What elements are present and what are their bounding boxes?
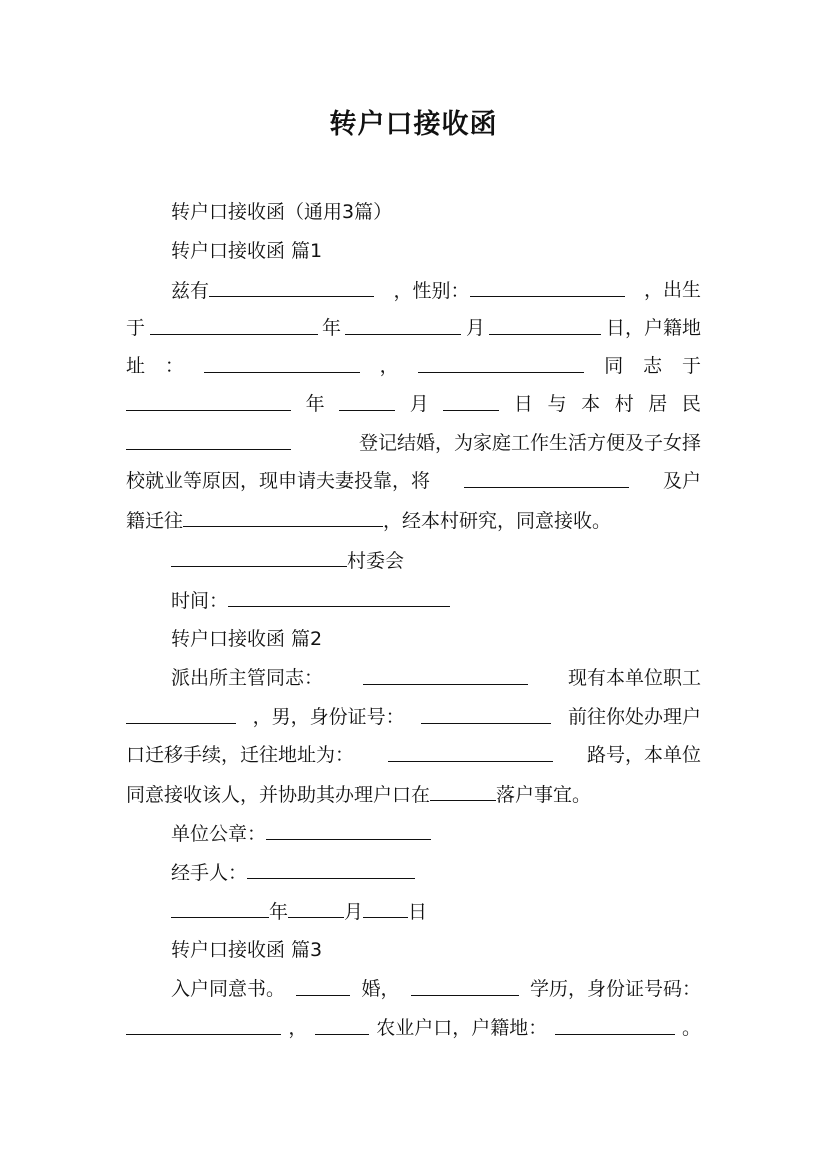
text: 居 bbox=[648, 393, 668, 415]
blank-field bbox=[183, 506, 383, 527]
paragraph-line bbox=[126, 467, 701, 495]
text: 同意接收该人，并协助其办理户口在 bbox=[126, 784, 431, 806]
text: ， bbox=[288, 1017, 308, 1039]
text: 转户口接收函 篇1 bbox=[171, 240, 323, 262]
paragraph-line bbox=[126, 703, 701, 731]
blank-field bbox=[339, 390, 395, 411]
paragraph-line bbox=[171, 975, 701, 1003]
section-heading-1 bbox=[171, 237, 701, 265]
text: ，出生 bbox=[643, 279, 701, 301]
text: 籍迁往 bbox=[126, 510, 184, 532]
text: 日 bbox=[513, 393, 533, 415]
blank-field bbox=[421, 703, 551, 724]
blank-field bbox=[555, 1014, 675, 1035]
text: 及户 bbox=[662, 470, 701, 492]
text: 村委会 bbox=[347, 550, 405, 572]
blank-field bbox=[126, 390, 291, 411]
blank-field bbox=[345, 314, 461, 335]
text: 同 bbox=[604, 355, 624, 377]
text: 单位公章： bbox=[171, 823, 267, 845]
text: 于 bbox=[126, 317, 146, 339]
blank-field bbox=[209, 276, 374, 297]
text: ，男，身份证号： bbox=[252, 706, 405, 728]
text: 兹有 bbox=[171, 280, 210, 302]
text: 路号，本单位 bbox=[586, 744, 701, 766]
date-line bbox=[171, 897, 701, 926]
text: ，经本村研究，同意接收。 bbox=[383, 510, 612, 532]
stamp-line bbox=[171, 819, 701, 848]
text: 于 bbox=[681, 355, 701, 377]
handler-line bbox=[171, 858, 701, 887]
text: 时间： bbox=[171, 590, 229, 612]
text: 前往你处办理户 bbox=[567, 706, 701, 728]
subtitle-line bbox=[171, 198, 701, 226]
text: ，性别： bbox=[393, 280, 470, 302]
blank-field bbox=[126, 429, 291, 450]
blank-field bbox=[247, 858, 415, 879]
document-title: 转户口接收函 bbox=[329, 109, 498, 140]
text: 派出所主管同志： bbox=[171, 667, 324, 689]
blank-field bbox=[388, 741, 553, 762]
paragraph-line bbox=[126, 741, 701, 769]
paragraph-line bbox=[126, 780, 701, 809]
blank-field bbox=[266, 819, 431, 840]
text: 年 bbox=[321, 317, 341, 339]
text: 转户口接收函（通用3篇） bbox=[171, 201, 393, 223]
section-heading-2 bbox=[171, 625, 701, 653]
blank-field bbox=[296, 975, 350, 996]
paragraph-line bbox=[126, 390, 701, 418]
text: 农业户口，户籍地： bbox=[376, 1017, 548, 1039]
blank-field bbox=[171, 897, 269, 918]
text: ， bbox=[379, 355, 399, 377]
text: 口迁移手续，迁往地址为： bbox=[126, 744, 355, 766]
text: 年 bbox=[305, 393, 325, 415]
text: 村 bbox=[614, 393, 634, 415]
blank-field bbox=[228, 586, 450, 607]
blank-field bbox=[363, 664, 528, 685]
text: 年 bbox=[269, 901, 289, 923]
text: 本 bbox=[581, 393, 601, 415]
text: 日，户籍地 bbox=[605, 317, 701, 339]
text: 经手人： bbox=[171, 862, 248, 884]
paragraph-line bbox=[171, 664, 701, 692]
text: 。 bbox=[681, 1017, 701, 1039]
paragraph-line bbox=[126, 429, 701, 457]
paragraph-line bbox=[171, 276, 701, 305]
blank-field bbox=[150, 314, 318, 335]
blank-field bbox=[126, 1014, 281, 1035]
paragraph-line bbox=[126, 1014, 701, 1042]
text: 现有本单位职工 bbox=[567, 667, 701, 689]
paragraph-line bbox=[126, 352, 701, 380]
blank-field bbox=[315, 1014, 369, 1035]
paragraph-line bbox=[126, 506, 701, 535]
text: 民 bbox=[681, 393, 701, 415]
text: 登记结婚，为家庭工作生活方便及子女择 bbox=[358, 432, 701, 454]
blank-field bbox=[411, 975, 519, 996]
signature-line bbox=[171, 546, 701, 575]
text: 日 bbox=[408, 901, 428, 923]
blank-field bbox=[363, 897, 408, 918]
text: 校就业等原因，现申请夫妻投靠，将 bbox=[126, 470, 431, 492]
blank-field bbox=[464, 467, 629, 488]
paragraph-line bbox=[126, 314, 701, 342]
blank-field bbox=[171, 546, 347, 567]
text: 婚， bbox=[361, 978, 400, 1000]
blank-field bbox=[126, 703, 236, 724]
text: ： bbox=[164, 355, 184, 377]
section-heading-3 bbox=[171, 936, 701, 964]
text: 与 bbox=[547, 393, 567, 415]
blank-field bbox=[430, 780, 496, 801]
text: 转户口接收函 篇2 bbox=[171, 628, 323, 650]
blank-field bbox=[288, 897, 344, 918]
text: 月 bbox=[344, 901, 364, 923]
text: 入户同意书。 bbox=[171, 978, 286, 1000]
text: 月 bbox=[465, 317, 485, 339]
blank-field bbox=[489, 314, 601, 335]
blank-field bbox=[443, 390, 499, 411]
text: 月 bbox=[409, 393, 429, 415]
blank-field bbox=[470, 276, 625, 297]
date-line bbox=[171, 586, 701, 615]
text: 址 bbox=[126, 355, 146, 377]
text: 落户事宜。 bbox=[496, 784, 592, 806]
text: 转户口接收函 篇3 bbox=[171, 939, 323, 961]
text: 志 bbox=[643, 355, 663, 377]
blank-field bbox=[204, 352, 360, 373]
text: 学历，身份证号码： bbox=[529, 978, 701, 1000]
blank-field bbox=[418, 352, 584, 373]
